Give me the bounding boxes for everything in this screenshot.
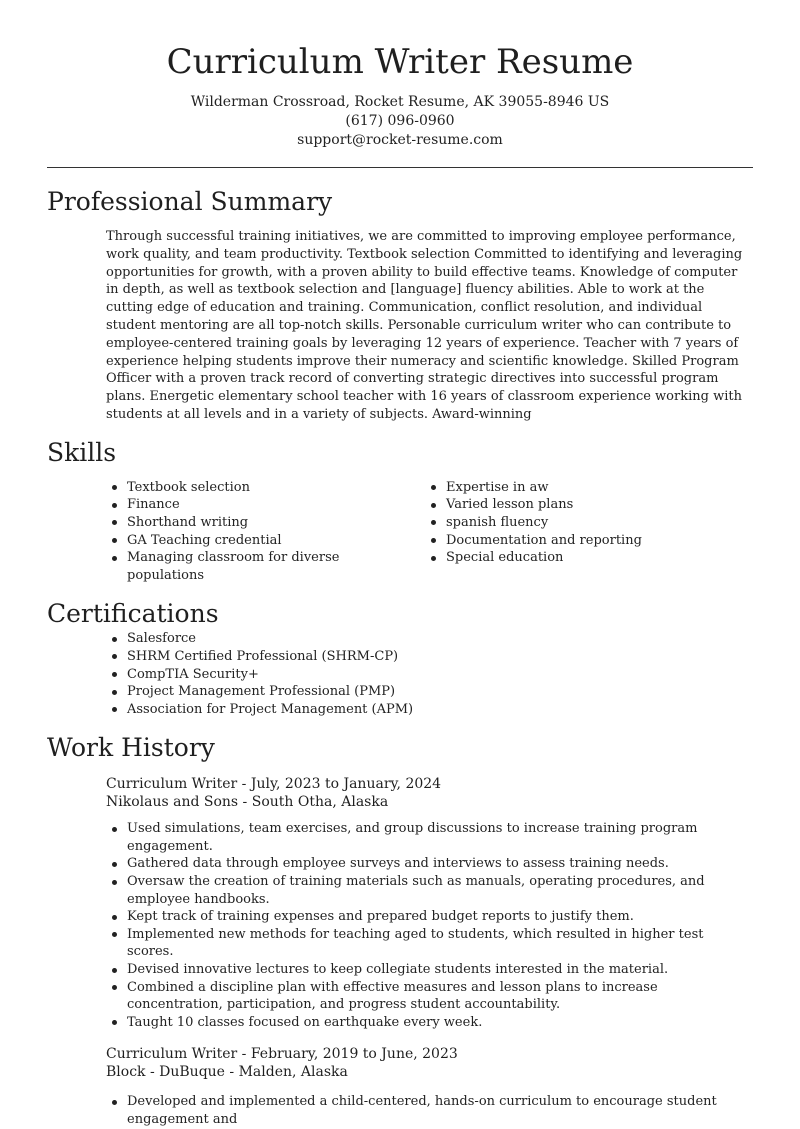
summary-text: Through successful training initiatives, we are committed to improving employee performance, work quality, and team productivity. Textbook selection Committed to identifying and leveraging opportunities for growth, with a proven ability to build effective teams. Knowledge of computer in depth, as well as textbook selection and [language] fluency abilities. Able to work at the cutting edge of education and training. Communication, conflict resolution, and individual student mentoring are all top-notch skills. Personable curriculum writer who can contribute to employee-centered training goals by leveraging 12 years of experience. Teacher with 7 years of experience helping students improve their numeracy and scientific knowledge. Skilled Program Officer with a proven track record of converting strategic directives into successful program plans. Energetic elementary school teacher with 16 years of classroom experience working with students at all levels and in a variety of subjects. Award-winning [106,229,743,422]
job-entry [106,1045,753,1081]
skills-list [47,479,753,585]
work-history-heading: Work History [47,733,215,763]
certifications-heading: Certifications [47,599,219,629]
job-duties-list [47,1093,753,1128]
skill-item: GA Teaching credential [127,532,366,550]
skill-item: Shorthand writing [127,514,366,532]
resume-page [47,0,753,1129]
skill-item: Documentation and reporting [446,532,746,550]
certification-item: CompTIA Security+ [127,666,753,684]
job-duty-item: Gathered data through employee surveys and interviews to assess training needs. [127,855,753,873]
job-duties-list [47,820,753,1031]
certification-item: Project Management Professional (PMP) [127,683,753,701]
skill-item: Finance [127,496,366,514]
certification-item: Salesforce [127,630,753,648]
certification-item: Association for Project Management (APM) [127,701,753,719]
job-duty-item: Developed and implemented a child-centered, hands-on curriculum to encourage student engagement and [127,1093,753,1128]
summary-heading: Professional Summary [47,187,333,216]
job-duty-item: Implemented new methods for teaching aged to students, which resulted in higher test scores. [127,926,753,961]
skill-item: Varied lesson plans [446,496,746,514]
skill-item: Expertise in aw [446,479,746,497]
job-duty-item: Used simulations, team exercises, and group discussions to increase training program engagement. [127,820,753,855]
address: Wilderman Crossroad, Rocket Resume, AK 39055-8946 US [190,94,610,110]
resume-title: Curriculum Writer Resume [166,42,634,82]
skill-item: Textbook selection [127,479,366,497]
job-role-dates: Curriculum Writer - July, 2023 to January, 2024 [106,776,442,793]
resume-header [47,0,753,150]
certification-item: SHRM Certified Professional (SHRM-CP) [127,648,753,666]
job-role-dates: Curriculum Writer - February, 2019 to June, 2023 [106,1046,458,1063]
job-duty-item: Kept track of training expenses and prepared budget reports to justify them. [127,908,753,926]
job-entry [106,775,753,811]
job-company-location: Block - DuBuque - Malden, Alaska [106,1064,348,1081]
job-duty-item: Devised innovative lectures to keep collegiate students interested in the material. [127,961,753,979]
skill-item: spanish fluency [446,514,746,532]
skill-item: Special education [446,549,746,567]
job-duty-item: Taught 10 classes focused on earthquake every week. [127,1014,753,1032]
skills-column-left [47,479,366,585]
email: support@rocket-resume.com [297,132,503,148]
certifications-list [47,630,753,718]
job-duty-item: Combined a discipline plan with effective measures and lesson plans to increase concentration, participation, and progress student accountability. [127,979,753,1014]
job-company-location: Nikolaus and Sons - South Otha, Alaska [106,794,389,811]
job-duty-item: Oversaw the creation of training materials such as manuals, operating procedures, and employee handbooks. [127,873,753,908]
skill-item: Managing classroom for diverse populations [127,549,366,584]
phone: (617) 096-0960 [345,113,455,129]
header-divider [47,167,753,168]
skills-column-right [366,479,746,585]
skills-heading: Skills [47,437,117,467]
